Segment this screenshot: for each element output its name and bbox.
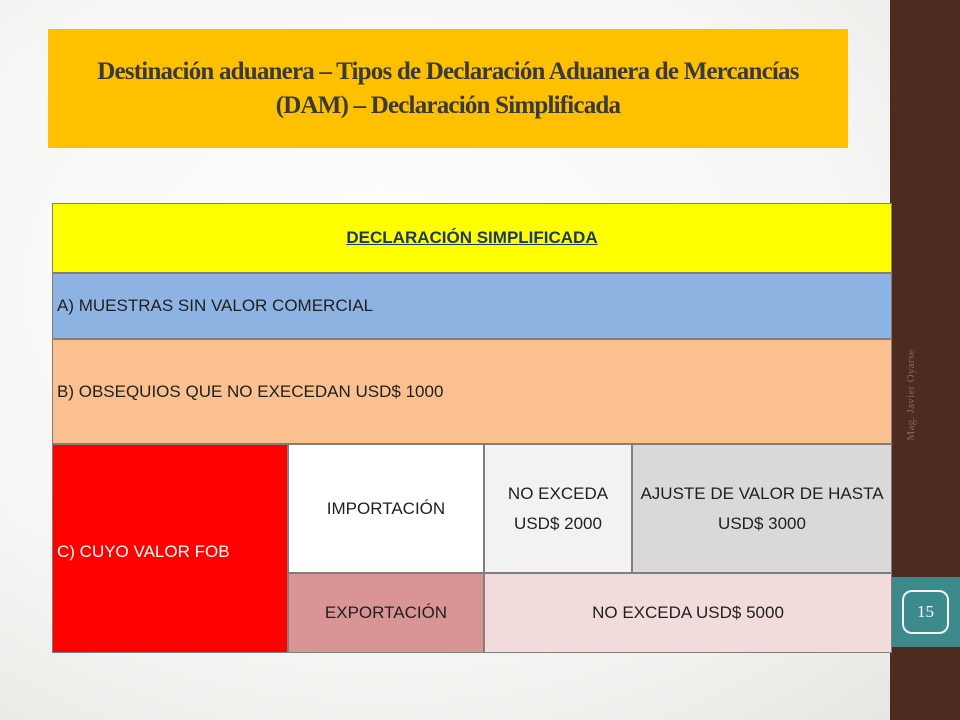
import-adjustment: AJUSTE DE VALOR DE HASTA USD$ 3000 <box>632 444 892 573</box>
declaration-table <box>52 203 892 653</box>
export-limit: NO EXCEDA USD$ 5000 <box>484 573 892 653</box>
author-label: Mag. Javier Oyarse <box>905 349 917 441</box>
slide-title: Destinación aduanera – Tipos de Declaración Aduanera de Mercancías (DAM) – Declaración Simplificada <box>97 57 799 119</box>
export-label: EXPORTACIÓN <box>288 573 484 653</box>
table-row-a: A) MUESTRAS SIN VALOR COMERCIAL <box>52 273 892 339</box>
import-limit: NO EXCEDA USD$ 2000 <box>484 444 632 573</box>
table-row-b: B) OBSEQUIOS QUE NO EXECEDAN USD$ 1000 <box>52 339 892 444</box>
table-header <box>52 203 892 273</box>
table-header-label: DECLARACIÓN SIMPLIFICADA <box>346 228 598 247</box>
slide-title-box <box>48 29 848 148</box>
import-label: IMPORTACIÓN <box>288 444 484 573</box>
page-number: 15 <box>917 602 934 621</box>
table-row-c-label: C) CUYO VALOR FOB <box>52 444 288 653</box>
